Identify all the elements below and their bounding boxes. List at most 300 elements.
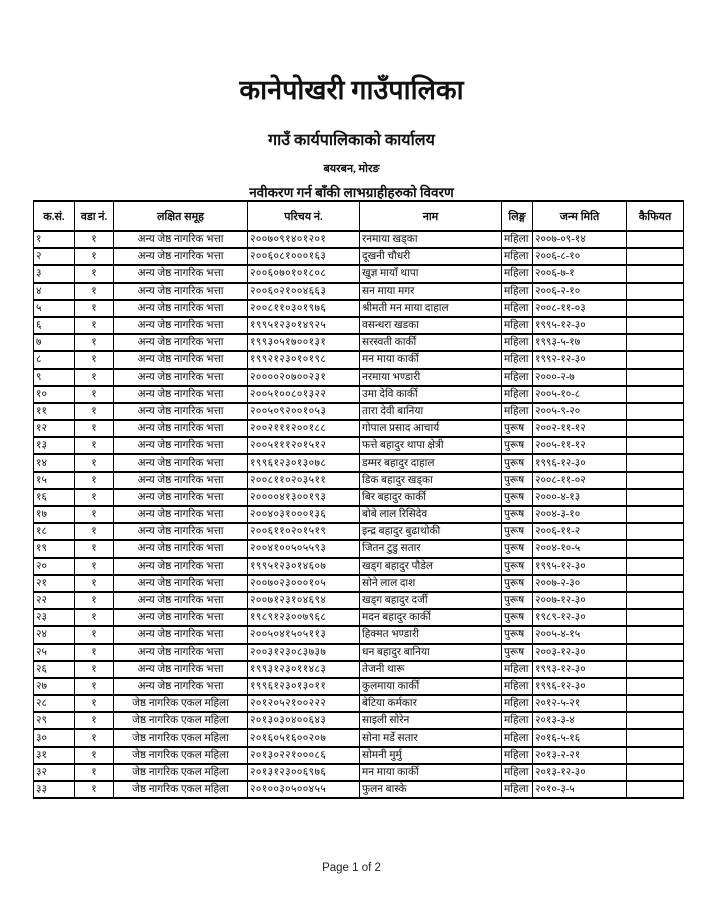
cell-gender: महिला	[502, 729, 533, 746]
cell-remarks	[627, 437, 684, 454]
cell-ward: १	[75, 712, 114, 729]
cell-birth-date: १९९३-५-१७	[533, 334, 627, 351]
cell-gender: पुरूष	[502, 540, 533, 557]
table-header-row	[34, 201, 684, 231]
cell-remarks	[627, 729, 684, 746]
cell-ward: १	[75, 729, 114, 746]
cell-remarks	[627, 283, 684, 300]
cell-remarks	[627, 558, 684, 575]
cell-name: गोपाल प्रसाद आचार्य	[360, 420, 502, 437]
cell-sn: ३	[34, 265, 75, 282]
cell-birth-date: २००७-१२-३०	[533, 592, 627, 609]
cell-name: साइली सोरेन	[360, 712, 502, 729]
cell-ward: १	[75, 506, 114, 523]
cell-remarks	[627, 540, 684, 557]
cell-birth-date: २००६-७-१	[533, 265, 627, 282]
cell-name: वसन्धरा खडका	[360, 317, 502, 334]
cell-name: सन माया मगर	[360, 283, 502, 300]
cell-sn: १६	[34, 489, 75, 506]
cell-name: बेटिया कर्मकार	[360, 695, 502, 712]
cell-gender: महिला	[502, 317, 533, 334]
cell-remarks	[627, 489, 684, 506]
cell-target-group: अन्य जेष्ठ नागरिक भत्ता	[114, 472, 248, 489]
cell-id-number: २००५१००८०१३२२	[248, 386, 360, 403]
cell-sn: १०	[34, 386, 75, 403]
table-row	[34, 506, 684, 523]
cell-ward: १	[75, 231, 114, 248]
cell-target-group: अन्य जेष्ठ नागरिक भत्ता	[114, 283, 248, 300]
cell-name: तेजनी थारू	[360, 661, 502, 678]
cell-birth-date: २००६-११-२	[533, 523, 627, 540]
cell-ward: १	[75, 317, 114, 334]
cell-gender: महिला	[502, 661, 533, 678]
table-row	[34, 489, 684, 506]
cell-remarks	[627, 351, 684, 368]
cell-id-number: २००७०२३०००१०५	[248, 575, 360, 592]
cell-name: हिक्मत भण्डारी	[360, 626, 502, 643]
table-row	[34, 712, 684, 729]
cell-sn: ८	[34, 351, 75, 368]
cell-sn: ७	[34, 334, 75, 351]
cell-birth-date: १९९६-१२-३०	[533, 454, 627, 471]
cell-name: डम्मर बहादुर दाहाल	[360, 454, 502, 471]
cell-name: खड्ग बहादुर पौडेल	[360, 558, 502, 575]
cell-name: मदन बहादुर कार्की	[360, 609, 502, 626]
page-number: Page 1 of 2	[322, 862, 381, 874]
cell-gender: पुरूष	[502, 626, 533, 643]
cell-id-number: २००३१२३०८३७३७	[248, 644, 360, 661]
table-row	[34, 317, 684, 334]
cell-id-number: १९९३१२३०११४८३	[248, 661, 360, 678]
cell-target-group: अन्य जेष्ठ नागरिक भत्ता	[114, 489, 248, 506]
header-id-number: परिचय नं.	[248, 201, 360, 231]
cell-remarks	[627, 265, 684, 282]
cell-birth-date: २०१३-३-४	[533, 712, 627, 729]
cell-gender: महिला	[502, 747, 533, 764]
cell-ward: १	[75, 265, 114, 282]
cell-name: श्रीमती मन माया दाहाल	[360, 300, 502, 317]
cell-ward: १	[75, 420, 114, 437]
cell-target-group: अन्य जेष्ठ नागरिक भत्ता	[114, 592, 248, 609]
cell-remarks	[627, 506, 684, 523]
cell-id-number: १९९६१२३०१३०७८	[248, 454, 360, 471]
document-header	[0, 0, 703, 201]
cell-name: रनमाया खड्का	[360, 231, 502, 248]
cell-birth-date: २००४-१०-५	[533, 540, 627, 557]
cell-id-number: १९८९१२३००७९६८	[248, 609, 360, 626]
cell-target-group: अन्य जेष्ठ नागरिक भत्ता	[114, 523, 248, 540]
cell-id-number: २००६०२१००४६६३	[248, 283, 360, 300]
table-row	[34, 420, 684, 437]
table-row	[34, 781, 684, 798]
cell-id-number: २००८११०२०३५११	[248, 472, 360, 489]
cell-sn: १४	[34, 454, 75, 471]
cell-sn: १२	[34, 420, 75, 437]
cell-id-number: २००८११०३०१९७६	[248, 300, 360, 317]
cell-sn: २५	[34, 644, 75, 661]
cell-target-group: अन्य जेष्ठ नागरिक भत्ता	[114, 403, 248, 420]
cell-target-group: अन्य जेष्ठ नागरिक भत्ता	[114, 575, 248, 592]
cell-birth-date: २००३-१२-३०	[533, 644, 627, 661]
cell-sn: २१	[34, 575, 75, 592]
cell-ward: १	[75, 351, 114, 368]
cell-name: बोबे लाल रिसिदेव	[360, 506, 502, 523]
table-row	[34, 265, 684, 282]
cell-gender: पुरूष	[502, 472, 533, 489]
cell-sn: १७	[34, 506, 75, 523]
cell-target-group: अन्य जेष्ठ नागरिक भत्ता	[114, 248, 248, 265]
cell-name: डिक बहादुर खड्का	[360, 472, 502, 489]
cell-ward: १	[75, 592, 114, 609]
cell-id-number: १९९५१२३०१४६०७	[248, 558, 360, 575]
table-title: नवीकरण गर्न बाँकी लाभग्राहीहरुको विवरण	[249, 184, 454, 200]
cell-remarks	[627, 403, 684, 420]
cell-target-group: अन्य जेष्ठ नागरिक भत्ता	[114, 369, 248, 386]
cell-sn: २३	[34, 609, 75, 626]
table-row	[34, 695, 684, 712]
cell-ward: १	[75, 437, 114, 454]
cell-name: धन बहादुर बानिया	[360, 644, 502, 661]
table-row	[34, 283, 684, 300]
cell-sn: ३२	[34, 764, 75, 781]
cell-sn: १५	[34, 472, 75, 489]
table-row	[34, 454, 684, 471]
table-row	[34, 403, 684, 420]
cell-birth-date: २००५-११-१२	[533, 437, 627, 454]
cell-ward: १	[75, 283, 114, 300]
cell-target-group: अन्य जेष्ठ नागरिक भत्ता	[114, 558, 248, 575]
cell-name: फत्ते बहादुर थापा क्षेत्री	[360, 437, 502, 454]
cell-target-group: अन्य जेष्ठ नागरिक भत्ता	[114, 661, 248, 678]
cell-target-group: जेष्ठ नागरिक एकल महिला	[114, 781, 248, 798]
cell-sn: १९	[34, 540, 75, 557]
cell-target-group: अन्य जेष्ठ नागरिक भत्ता	[114, 644, 248, 661]
cell-name: खड्ग बहादुर दर्जी	[360, 592, 502, 609]
cell-gender: महिला	[502, 764, 533, 781]
table-row	[34, 248, 684, 265]
header-sn: क.सं.	[34, 201, 75, 231]
cell-name: तारा देवी बानिया	[360, 403, 502, 420]
cell-remarks	[627, 248, 684, 265]
cell-sn: २९	[34, 712, 75, 729]
cell-remarks	[627, 454, 684, 471]
cell-birth-date: १९९५-१२-३०	[533, 317, 627, 334]
cell-id-number: २०१३०३०४००६४३	[248, 712, 360, 729]
cell-birth-date: २००२-११-१२	[533, 420, 627, 437]
cell-name: जितन टुडु सतार	[360, 540, 502, 557]
cell-remarks	[627, 644, 684, 661]
cell-remarks	[627, 472, 684, 489]
cell-gender: पुरूष	[502, 558, 533, 575]
cell-ward: १	[75, 695, 114, 712]
cell-gender: पुरूष	[502, 420, 533, 437]
cell-birth-date: १९८९-१२-३०	[533, 609, 627, 626]
cell-name: दूखनी चौधरी	[360, 248, 502, 265]
cell-name: सोने लाल दाश	[360, 575, 502, 592]
cell-remarks	[627, 575, 684, 592]
cell-name: फुलन बास्के	[360, 781, 502, 798]
cell-sn: ५	[34, 300, 75, 317]
cell-target-group: अन्य जेष्ठ नागरिक भत्ता	[114, 300, 248, 317]
header-gender: लिङ्ग	[502, 201, 533, 231]
header-ward: वडा नं.	[75, 201, 114, 231]
cell-target-group: अन्य जेष्ठ नागरिक भत्ता	[114, 454, 248, 471]
cell-ward: १	[75, 558, 114, 575]
cell-id-number: २०१६०५१६००२०७	[248, 729, 360, 746]
cell-birth-date: २०१६-५-१६	[533, 729, 627, 746]
table-row	[34, 231, 684, 248]
cell-gender: महिला	[502, 678, 533, 695]
cell-name: उमा देवि कार्की	[360, 386, 502, 403]
cell-target-group: अन्य जेष्ठ नागरिक भत्ता	[114, 351, 248, 368]
header-target-group: लक्षित समूह	[114, 201, 248, 231]
cell-birth-date: २००५-४-१५	[533, 626, 627, 643]
cell-remarks	[627, 678, 684, 695]
cell-birth-date: २००७-०९-१४	[533, 231, 627, 248]
cell-name: नरमाया भण्डारी	[360, 369, 502, 386]
cell-remarks	[627, 626, 684, 643]
cell-birth-date: २०१२-५-२१	[533, 695, 627, 712]
cell-target-group: अन्य जेष्ठ नागरिक भत्ता	[114, 437, 248, 454]
cell-sn: ३०	[34, 729, 75, 746]
cell-gender: महिला	[502, 283, 533, 300]
cell-name: सोना मर्डे सतार	[360, 729, 502, 746]
cell-id-number: २००७०९१४०१२०१	[248, 231, 360, 248]
cell-id-number: २००४०३१०००१३६	[248, 506, 360, 523]
cell-ward: १	[75, 300, 114, 317]
cell-target-group: अन्य जेष्ठ नागरिक भत्ता	[114, 317, 248, 334]
cell-sn: ४	[34, 283, 75, 300]
cell-name: सरस्वती कार्की	[360, 334, 502, 351]
cell-ward: १	[75, 489, 114, 506]
cell-id-number: २०१३०२२१०००८६	[248, 747, 360, 764]
table-row	[34, 575, 684, 592]
cell-id-number: २०१२०५२१००२२२	[248, 695, 360, 712]
table-row	[34, 369, 684, 386]
header-name: नाम	[360, 201, 502, 231]
cell-remarks	[627, 231, 684, 248]
cell-ward: १	[75, 575, 114, 592]
cell-ward: १	[75, 403, 114, 420]
cell-ward: १	[75, 678, 114, 695]
cell-id-number: २००६०८१०००१६३	[248, 248, 360, 265]
cell-birth-date: १९९६-१२-३०	[533, 678, 627, 695]
cell-id-number: २००४१००५०५५९३	[248, 540, 360, 557]
cell-gender: पुरूष	[502, 489, 533, 506]
cell-gender: महिला	[502, 386, 533, 403]
cell-remarks	[627, 661, 684, 678]
table-row	[34, 678, 684, 695]
cell-target-group: अन्य जेष्ठ नागरिक भत्ता	[114, 540, 248, 557]
cell-birth-date: २००५-१०-८	[533, 386, 627, 403]
cell-birth-date: २००७-२-३०	[533, 575, 627, 592]
cell-id-number: २००००२०७००२३१	[248, 369, 360, 386]
cell-birth-date: २०००-४-१३	[533, 489, 627, 506]
table-row	[34, 626, 684, 643]
cell-gender: महिला	[502, 403, 533, 420]
cell-remarks	[627, 764, 684, 781]
cell-sn: २	[34, 248, 75, 265]
cell-remarks	[627, 317, 684, 334]
cell-sn: ३३	[34, 781, 75, 798]
cell-gender: महिला	[502, 300, 533, 317]
cell-ward: १	[75, 523, 114, 540]
cell-gender: पुरूष	[502, 592, 533, 609]
cell-ward: १	[75, 626, 114, 643]
cell-name: इन्द्र बहादुर बुढाथोकी	[360, 523, 502, 540]
cell-birth-date: २०१३-२-२१	[533, 747, 627, 764]
cell-target-group: अन्य जेष्ठ नागरिक भत्ता	[114, 609, 248, 626]
cell-id-number: १९९५१२३०१४९२५	[248, 317, 360, 334]
cell-target-group: अन्य जेष्ठ नागरिक भत्ता	[114, 334, 248, 351]
cell-birth-date: २०००-२-७	[533, 369, 627, 386]
cell-name: मन माया कार्की	[360, 764, 502, 781]
cell-gender: महिला	[502, 248, 533, 265]
cell-remarks	[627, 781, 684, 798]
cell-name: खुज्ञ मायाँ थापा	[360, 265, 502, 282]
cell-birth-date: २०१३-१२-३०	[533, 764, 627, 781]
cell-sn: ९	[34, 369, 75, 386]
cell-remarks	[627, 747, 684, 764]
cell-sn: २४	[34, 626, 75, 643]
table-row	[34, 386, 684, 403]
cell-remarks	[627, 695, 684, 712]
cell-gender: महिला	[502, 334, 533, 351]
cell-target-group: अन्य जेष्ठ नागरिक भत्ता	[114, 678, 248, 695]
office-address: बयरबन, मोरङ	[323, 162, 380, 175]
beneficiary-table	[33, 200, 684, 799]
cell-remarks	[627, 712, 684, 729]
cell-ward: १	[75, 472, 114, 489]
cell-gender: महिला	[502, 265, 533, 282]
cell-target-group: अन्य जेष्ठ नागरिक भत्ता	[114, 265, 248, 282]
cell-sn: २०	[34, 558, 75, 575]
table-row	[34, 523, 684, 540]
cell-gender: महिला	[502, 369, 533, 386]
table-row	[34, 351, 684, 368]
cell-gender: महिला	[502, 351, 533, 368]
cell-ward: १	[75, 764, 114, 781]
cell-target-group: जेष्ठ नागरिक एकल महिला	[114, 695, 248, 712]
cell-ward: १	[75, 609, 114, 626]
cell-birth-date: २००८-११-०३	[533, 300, 627, 317]
cell-remarks	[627, 386, 684, 403]
table-row	[34, 558, 684, 575]
cell-birth-date: १९९५-१२-३०	[533, 558, 627, 575]
cell-id-number: २००५०४१५०५११३	[248, 626, 360, 643]
cell-target-group: अन्य जेष्ठ नागरिक भत्ता	[114, 231, 248, 248]
cell-gender: पुरूष	[502, 575, 533, 592]
cell-birth-date: १९९२-१२-३०	[533, 351, 627, 368]
cell-remarks	[627, 420, 684, 437]
cell-sn: २२	[34, 592, 75, 609]
cell-remarks	[627, 300, 684, 317]
cell-sn: ६	[34, 317, 75, 334]
table-row	[34, 334, 684, 351]
cell-id-number: २०१००३०५००४५५	[248, 781, 360, 798]
cell-remarks	[627, 609, 684, 626]
table-row	[34, 437, 684, 454]
cell-id-number: २००६११०२०१५१९	[248, 523, 360, 540]
cell-ward: १	[75, 369, 114, 386]
table-row	[34, 661, 684, 678]
cell-id-number: २०१३१२३००६९७६	[248, 764, 360, 781]
cell-gender: पुरूष	[502, 454, 533, 471]
header-remarks: कैफियत	[627, 201, 684, 231]
cell-gender: महिला	[502, 695, 533, 712]
cell-sn: १	[34, 231, 75, 248]
table-row	[34, 472, 684, 489]
cell-target-group: अन्य जेष्ठ नागरिक भत्ता	[114, 386, 248, 403]
cell-birth-date: १९९३-१२-३०	[533, 661, 627, 678]
cell-target-group: जेष्ठ नागरिक एकल महिला	[114, 747, 248, 764]
cell-ward: १	[75, 781, 114, 798]
cell-target-group: अन्य जेष्ठ नागरिक भत्ता	[114, 420, 248, 437]
cell-birth-date: २००४-३-१०	[533, 506, 627, 523]
cell-target-group: जेष्ठ नागरिक एकल महिला	[114, 729, 248, 746]
municipality-title: कानेपोखरी गाउँपालिका	[239, 75, 464, 105]
cell-gender: पुरूष	[502, 506, 533, 523]
cell-remarks	[627, 592, 684, 609]
cell-ward: १	[75, 248, 114, 265]
cell-birth-date: २००५-९-२०	[533, 403, 627, 420]
cell-remarks	[627, 334, 684, 351]
table-row	[34, 729, 684, 746]
cell-gender: पुरूष	[502, 523, 533, 540]
cell-id-number: २००२१११२००१८८	[248, 420, 360, 437]
cell-sn: २७	[34, 678, 75, 695]
cell-ward: १	[75, 386, 114, 403]
cell-target-group: अन्य जेष्ठ नागरिक भत्ता	[114, 506, 248, 523]
cell-gender: पुरूष	[502, 609, 533, 626]
table-row	[34, 300, 684, 317]
cell-sn: ३१	[34, 747, 75, 764]
cell-gender: महिला	[502, 712, 533, 729]
cell-target-group: जेष्ठ नागरिक एकल महिला	[114, 764, 248, 781]
beneficiary-table-body	[34, 231, 684, 798]
cell-ward: १	[75, 661, 114, 678]
cell-birth-date: २००६-८-१०	[533, 248, 627, 265]
cell-id-number: १९९६१२३०१३०११	[248, 678, 360, 695]
cell-remarks	[627, 369, 684, 386]
office-subtitle: गाउँ कार्यपालिकाको कार्यालय	[268, 131, 435, 149]
cell-gender: महिला	[502, 231, 533, 248]
cell-id-number: २००७१२३१०४६९४	[248, 592, 360, 609]
cell-gender: महिला	[502, 781, 533, 798]
cell-name: मन माया कार्की	[360, 351, 502, 368]
cell-gender: पुरूष	[502, 644, 533, 661]
table-row	[34, 644, 684, 661]
cell-target-group: अन्य जेष्ठ नागरिक भत्ता	[114, 626, 248, 643]
cell-id-number: २००५१११२०१५१२	[248, 437, 360, 454]
cell-ward: १	[75, 334, 114, 351]
cell-name: कुलमाया कार्की	[360, 678, 502, 695]
cell-gender: पुरूष	[502, 437, 533, 454]
cell-ward: १	[75, 747, 114, 764]
cell-ward: १	[75, 454, 114, 471]
cell-remarks	[627, 523, 684, 540]
cell-birth-date: २००६-२-१०	[533, 283, 627, 300]
cell-id-number: २००६०७०१०१८०८	[248, 265, 360, 282]
cell-name: बिर बहादुर कार्की	[360, 489, 502, 506]
cell-id-number: १९९३०५१७००१३१	[248, 334, 360, 351]
cell-ward: १	[75, 644, 114, 661]
cell-ward: १	[75, 540, 114, 557]
table-row	[34, 609, 684, 626]
header-birth-date: जन्म मिति	[533, 201, 627, 231]
cell-id-number: १९९२१२३०१०१९८	[248, 351, 360, 368]
table-row	[34, 592, 684, 609]
